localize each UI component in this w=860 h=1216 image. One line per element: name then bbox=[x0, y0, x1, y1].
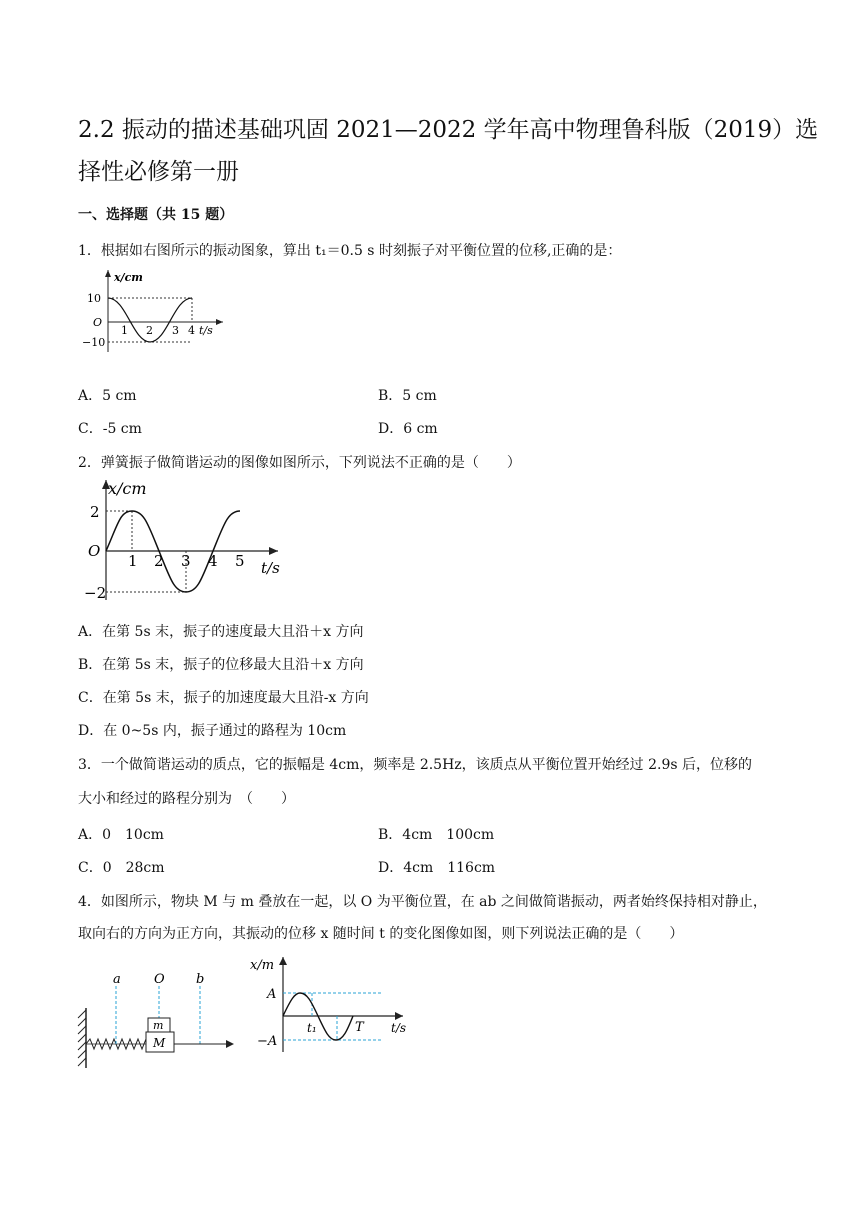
question-2-stem: 2．弹簧振子做简谐运动的图像如图所示，下列说法不正确的是（ ） bbox=[78, 455, 521, 471]
question-1-graph bbox=[78, 268, 238, 352]
q2-y-label: x/cm bbox=[108, 479, 147, 498]
q2-x-tick-5: 5 bbox=[235, 552, 245, 570]
q3-option-b[interactable]: B．4cm 100cm bbox=[378, 827, 495, 843]
q2-x-label: t/s bbox=[261, 559, 280, 577]
q1-x-label: t/s bbox=[199, 324, 213, 337]
q1-origin: O bbox=[93, 316, 103, 329]
q3-option-c[interactable]: C．0 28cm bbox=[78, 860, 165, 876]
question-4-stem-line2: 取向右的方向为正方向，其振动的位移 x 随时间 t 的变化图像如图，则下列说法正确的是（ ） bbox=[78, 926, 684, 942]
q1-x-tick-3: 3 bbox=[172, 324, 179, 337]
question-2-graph bbox=[78, 478, 288, 603]
label-b: b bbox=[196, 972, 205, 987]
q2-x-tick-1: 1 bbox=[128, 552, 138, 570]
q2-option-b[interactable]: B．在第 5s 末，振子的位移最大且沿＋x 方向 bbox=[78, 657, 364, 673]
small-block-m: m bbox=[153, 1019, 164, 1032]
q4-amp-pos: A bbox=[267, 987, 277, 1002]
question-1-stem: 1．根据如右图所示的振动图象，算出 t₁＝0.5 s 时刻振子对平衡位置的位移,正确的是： bbox=[78, 243, 622, 259]
page-title-line2: 择性必修第一册 bbox=[78, 159, 239, 185]
q1-x-tick-2: 2 bbox=[146, 324, 153, 337]
question-4-stem-line1: 4．如图所示，物块 M 与 m 叠放在一起，以 O 为平衡位置，在 ab 之间做简谐振动，两者始终保持相对静止， bbox=[78, 894, 767, 910]
q1-option-c[interactable]: C．-5 cm bbox=[78, 421, 142, 437]
q1-y-tick-neg: −10 bbox=[82, 336, 106, 349]
q2-y-tick-neg: −2 bbox=[84, 584, 107, 602]
q4-y-label: x/m bbox=[250, 958, 275, 973]
q1-option-b[interactable]: B．5 cm bbox=[378, 388, 437, 404]
q2-x-tick-2: 2 bbox=[154, 552, 164, 570]
q1-y-label: x/cm bbox=[114, 271, 143, 284]
page-title-line1: 2.2 振动的描述基础巩固 2021—2022 学年高中物理鲁科版（2019）选 bbox=[78, 117, 819, 143]
q1-y-tick-pos: 10 bbox=[87, 292, 101, 305]
q2-option-c[interactable]: C．在第 5s 末，振子的加速度最大且沿-x 方向 bbox=[78, 690, 369, 706]
question-3-stem-line2: 大小和经过的路程分别为 （ ） bbox=[78, 791, 295, 807]
q4-amp-neg: −A bbox=[257, 1034, 278, 1049]
q2-origin: O bbox=[88, 542, 101, 560]
q2-x-tick-3: 3 bbox=[181, 552, 191, 570]
question-3-stem-line1: 3．一个做简谐运动的质点，它的振幅是 4cm，频率是 2.5Hz，该质点从平衡位置开始经过 2.9s 后，位移的 bbox=[78, 757, 753, 773]
q2-x-tick-4: 4 bbox=[208, 552, 218, 570]
q3-option-d[interactable]: D．4cm 116cm bbox=[378, 860, 496, 876]
label-a: a bbox=[113, 972, 121, 987]
q1-option-a[interactable]: A．5 cm bbox=[78, 388, 137, 404]
q1-x-tick-1: 1 bbox=[121, 324, 128, 337]
question-4-graph bbox=[245, 955, 415, 1055]
q4-t1-label: t₁ bbox=[307, 1021, 317, 1035]
section-heading: 一、选择题（共 15 题） bbox=[78, 207, 234, 223]
q2-option-a[interactable]: A．在第 5s 末，振子的速度最大且沿＋x 方向 bbox=[78, 624, 364, 640]
question-4-spring-diagram bbox=[72, 968, 242, 1074]
q2-y-tick-pos: 2 bbox=[90, 503, 100, 521]
q4-x-label: t/s bbox=[391, 1021, 407, 1035]
q3-option-a[interactable]: A．0 10cm bbox=[78, 827, 164, 843]
q1-x-tick-4: 4 bbox=[188, 324, 195, 337]
q2-option-d[interactable]: D．在 0~5s 内，振子通过的路程为 10cm bbox=[78, 723, 347, 739]
q1-option-d[interactable]: D．6 cm bbox=[378, 421, 438, 437]
big-block-m: M bbox=[153, 1036, 166, 1050]
label-o: O bbox=[154, 972, 165, 987]
q4-period-label: T bbox=[355, 1020, 364, 1035]
